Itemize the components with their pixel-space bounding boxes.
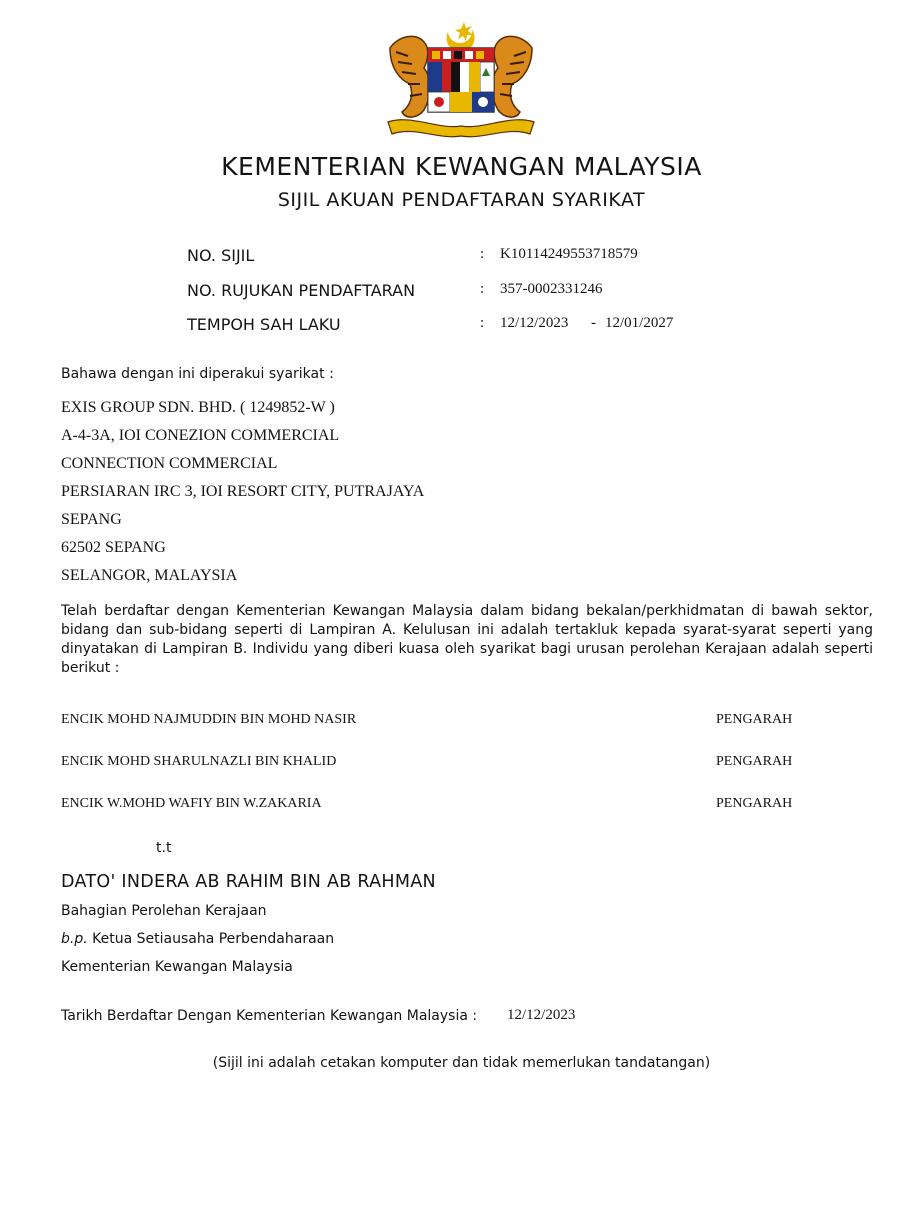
address-line: CONNECTION COMMERCIAL (61, 455, 278, 472)
field-colon: : (480, 315, 485, 331)
field-colon: : (480, 246, 485, 262)
company-name: EXIS GROUP SDN. BHD. ( 1249852-W ) (61, 399, 335, 416)
address-line: PERSIARAN IRC 3, IOI RESORT CITY, PUTRAJAYA (61, 483, 425, 500)
signatory-division: Bahagian Perolehan Kerajaan (61, 903, 267, 919)
registration-date-value: 12/12/2023 (507, 1007, 576, 1023)
malaysia-coat-of-arms-icon (380, 18, 542, 142)
address-line: SEPANG (61, 511, 122, 528)
address-line: A-4-3A, IOI CONEZION COMMERCIAL (61, 427, 340, 444)
bp-prefix: b.p. (61, 931, 88, 947)
field-value-validity-to: 12/01/2027 (605, 315, 674, 331)
field-label-certificate-no: NO. SIJIL (187, 246, 255, 265)
registration-date-label: Tarikh Berdaftar Dengan Kementerian Kewangan Malaysia : (61, 1008, 478, 1024)
person-name: ENCIK MOHD SHARULNAZLI BIN KHALID (61, 754, 337, 769)
person-name: ENCIK W.MOHD WAFIY BIN W.ZAKARIA (61, 796, 322, 811)
intro-text: Bahawa dengan ini diperakui syarikat : (61, 366, 334, 382)
registration-paragraph: Telah berdaftar dengan Kementerian Kewangan Malaysia dalam bidang bekalan/perkhidmatan di bawah sektor, bidang dan sub-bidang seperti di Lampiran A. Kelulusan ini adalah tertakluk kepada syarat-syarat seperti yang dinyatakan di Lampiran B. Individu yang diberi kuasa oleh syarikat bagi urusan perolehan Kerajaan adalah seperti berikut : (61, 603, 873, 676)
field-value-validity-from: 12/12/2023 (500, 315, 569, 331)
field-value-registration-ref: 357-0002331246 (500, 281, 603, 297)
field-label-validity-period: TEMPOH SAH LAKU (187, 315, 341, 334)
tt-mark: t.t (156, 840, 172, 856)
ministry-title: KEMENTERIAN KEWANGAN MALAYSIA (221, 152, 702, 181)
certificate-title: SIJIL AKUAN PENDAFTARAN SYARIKAT (277, 189, 646, 211)
person-role: PENGARAH (716, 712, 793, 727)
signatory-title: Ketua Setiausaha Perbendaharaan (92, 931, 335, 947)
person-name: ENCIK MOHD NAJMUDDIN BIN MOHD NASIR (61, 712, 357, 727)
computer-print-note: (Sijil ini adalah cetakan komputer dan tidak memerlukan tandatangan) (212, 1055, 711, 1071)
field-label-registration-ref: NO. RUJUKAN PENDAFTARAN (187, 281, 416, 300)
signatory-ministry: Kementerian Kewangan Malaysia (61, 959, 293, 975)
address-line: SELANGOR, MALAYSIA (61, 567, 238, 584)
field-colon: : (480, 281, 485, 297)
signatory-name: DATO' INDERA AB RAHIM BIN AB RAHMAN (61, 872, 436, 892)
signatory-title-line (61, 931, 334, 947)
person-role: PENGARAH (716, 754, 793, 769)
person-role: PENGARAH (716, 796, 793, 811)
field-value-validity-dash: - (591, 315, 596, 331)
field-value-certificate-no: K10114249553718579 (500, 246, 638, 262)
address-line: 62502 SEPANG (61, 539, 166, 556)
